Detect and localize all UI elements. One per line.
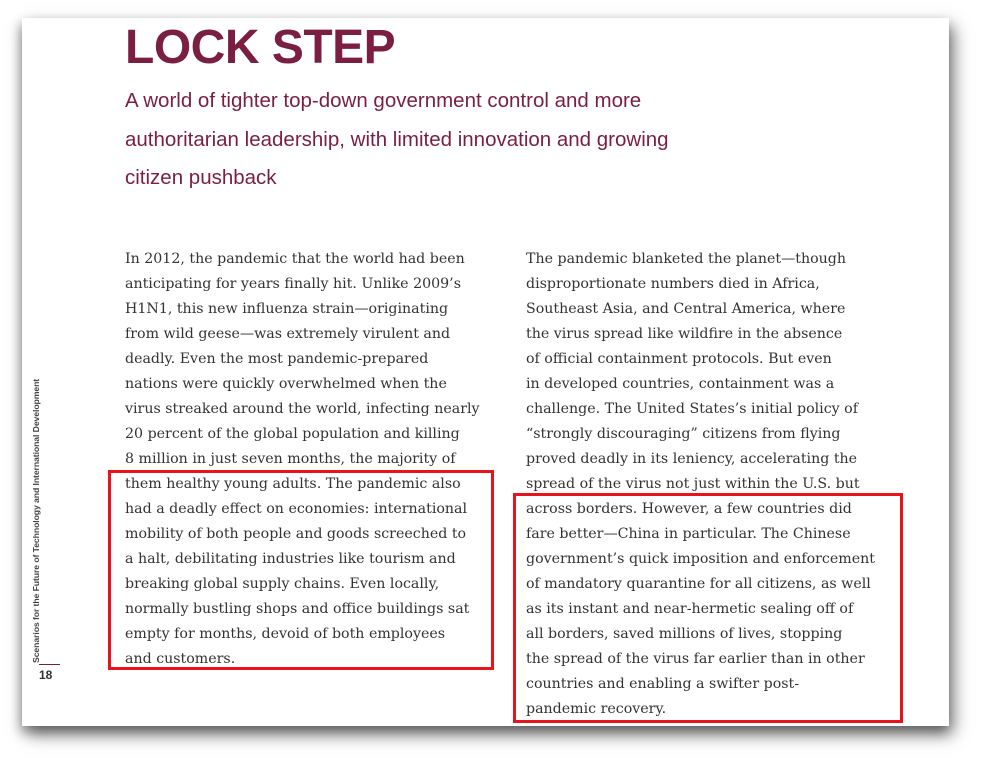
text-line: empty for months, devoid of both employees — [125, 626, 446, 642]
text-line: countries and enabling a swifter post- — [526, 676, 800, 692]
subtitle-line: authoritarian leadership, with limited innovation and growing — [125, 127, 669, 151]
text-line: disproportionate numbers died in Africa, — [526, 276, 820, 292]
text-line: anticipating for years finally hit. Unlike 2009’s — [125, 276, 461, 292]
text-line: had a deadly effect on economies: international — [125, 501, 468, 517]
page-title: LOCK STEP — [125, 21, 396, 74]
text-line: mobility of both people and goods screeched to — [125, 526, 467, 542]
text-line: 8 million in just seven months, the majority of — [125, 451, 456, 467]
text-line: the virus spread like wildfire in the absence — [526, 326, 843, 342]
text-line: the spread of the virus far earlier than in other — [526, 651, 865, 667]
side-running-title: Scenarios for the Future of Technology and International Development — [31, 378, 41, 663]
text-line: normally bustling shops and office buildings sat — [125, 601, 470, 617]
text-line: The pandemic blanketed the planet—though — [526, 251, 846, 267]
text-line: spread of the virus not just within the U.S. but — [526, 476, 860, 492]
subtitle-line: A world of tighter top-down government control and more — [125, 89, 642, 112]
text-line: virus streaked around the world, infecting nearly — [125, 401, 480, 417]
page-number: 18 — [39, 668, 53, 682]
text-line: and customers. — [125, 651, 236, 667]
text-line: fare better—China in particular. The Chinese — [526, 526, 851, 542]
text-line: all borders, saved millions of lives, stopping — [526, 626, 843, 642]
highlight-box-left — [108, 470, 494, 670]
text-line: of official containment protocols. But even — [526, 351, 832, 367]
text-line: across borders. However, a few countries did — [526, 501, 852, 517]
text-line: 20 percent of the global population and killing — [125, 426, 460, 442]
document-page — [22, 18, 949, 726]
page-number-rule — [39, 664, 60, 665]
text-line: a halt, debilitating industries like tourism and — [125, 551, 456, 567]
text-line: In 2012, the pandemic that the world had been — [125, 251, 465, 267]
text-line: them healthy young adults. The pandemic also — [125, 476, 461, 492]
subtitle-line: citizen pushback — [125, 166, 277, 189]
text-line: Southeast Asia, and Central America, where — [526, 301, 846, 317]
highlight-box-right — [513, 493, 903, 723]
text-line: in developed countries, containment was a — [526, 376, 835, 392]
text-line: pandemic recovery. — [526, 701, 667, 717]
text-line: deadly. Even the most pandemic-prepared — [125, 351, 429, 367]
text-line: nations were quickly overwhelmed when the — [125, 376, 447, 392]
text-line: H1N1, this new influenza strain—originating — [125, 301, 449, 317]
text-line: of mandatory quarantine for all citizens, as well — [526, 576, 871, 592]
page-subtitle — [125, 82, 725, 198]
text-line: government’s quick imposition and enforcement — [526, 551, 875, 567]
text-line: “strongly discouraging” citizens from flying — [526, 426, 841, 442]
text-line: proved deadly in its leniency, accelerating the — [526, 451, 858, 467]
text-line: breaking global supply chains. Even locally, — [125, 576, 440, 592]
text-line: challenge. The United States’s initial policy of — [526, 401, 858, 417]
text-line: as its instant and near-hermetic sealing off of — [526, 601, 854, 617]
text-line: from wild geese—was extremely virulent and — [125, 326, 451, 342]
